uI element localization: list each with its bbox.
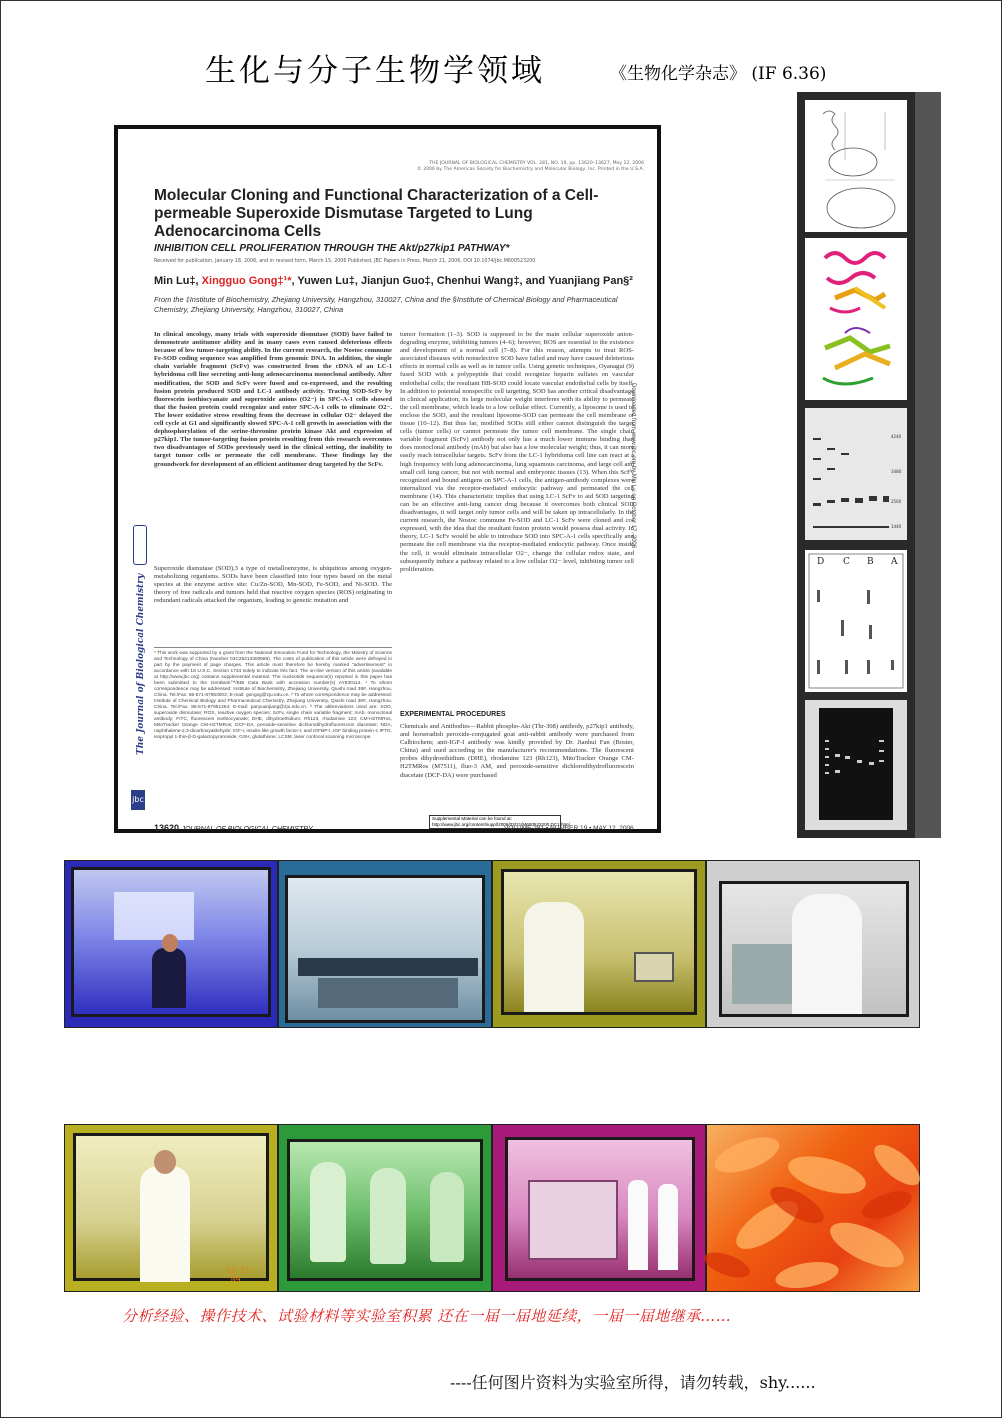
paper-intro: Superoxide dismutase (SOD),3 a type of metalloenzyme, is ubiquitous among oxygen-metabolizing organisms. SODs have been classified into four types based on the metal species at the enzyme active site: Cu/Zn-SOD, Mn-SOD, Fe-SOD, and Ni-SOD. The theory of free radicals and tumors held that reactive oxygen species (ROS) originating in redundant radicals attacked the organism, leading to genetic mutation and [154,565,392,605]
fermenter-tank-2 [370,1168,406,1264]
fermenter-tank-1 [310,1162,346,1262]
author-list-a: Min Lu‡, [154,275,202,287]
jbc-side-title: The Journal of Biological Chemistry [136,573,146,755]
blot-row-b: B [867,557,874,567]
blot-row-a: A [891,557,898,567]
lab-room-photo [278,860,492,1028]
lab-motto: 分析经验、操作技术、试验材料等实验室积累 还在一届一届地延续，一届一届地继承…… [122,1307,732,1325]
paper-meta-line2: © 2006 by The American Society for Biochemistry and Molecular Biology, Inc. Printed in the U.S.A. [417,167,644,172]
methods-heading: EXPERIMENTAL PROCEDURES [400,711,506,718]
gel-label-3: 1440 [891,524,902,529]
capsules-icon [707,1125,921,1293]
paper-right-column: tumor formation (1–3). SOD is supposed to be the main cellular superoxide anion-degrading enzyme, inhibiting tumors (4–6); however, ROS are essential to the existence and development of a normal cell (7–8). For this reason, attempts to treat ROS-associated diseases with nonselective SOD have failed and may have caused deleterious effects in normal cells as well as in tumor cells. Using genetic techniques, Oyanagui (9) fused SOD with a polypeptide that could recognize heparin sulfates on vascular endothelial cells; the resultant HB-SOD could locate vascular endothelial cells by itself. In addition to potential nonspecific cell targeting, SOD has another critical disadvantage in clinical application; its large molecular weight interferes with its ability to permeate the cell membrane, which leads to a low cellular effect. Currently, a liposome is used to enclose the SOD, and the resultant liposome-SOD can permeate the cell membrane or tissue (10–12). But thus far, modified SODs still either cannot distinguish the target cells (tumor cells) or cannot permeate the tumor cell membrane. The single chain variable fragment (ScFv) antibody not only has a much lower immune binding than does monoclonal antibody (mAb) but also has a low molecular weight; thus, it can more easily reach intracellular targets. ScFv from the LC-1 hybridoma cell line can react at a high frequency with lung adenocarcinoma, lung squamous carcinoma, and large cell and small cell lung cancer, but not with normal and embryonic tissues (13). When this ScFv recognized and bound antigens on SPC-A-1 cells, the antigen-antibody complexes were internalized via the receptor-mediated endocytic pathway and permeated the cell membrane (14). This characteristic implies that using LC-1 ScFv to aid SOD targeting can be an effective anti-lung cancer drug because it overcomes both clinical SOD disadvantages, it will target only tumor cells and will be taken up intracellularly. In the current research, the Nostoc commune Fe-SOD and LC-1 ScFv were cloned and co-expressed, with the idea that the resultant fusion protein would possess dual activity. In theory, LC-1 ScFv would be able to introduce SOD into SPC-A-1 cells specifically and permeate the cell membrane via the receptor-mediated endocytic pathway. Once inside the cell, it would eliminate intracellular O2−, change the cellular redox state, and subsequently induce a pathway related to a low cellular O2− level, inhibiting tumor cell proliferation. [400,331,634,573]
researcher-head [154,1150,176,1174]
pilot-plant-photo [492,1124,706,1292]
lecture-photo [64,860,278,1028]
plasmid-map-icon [805,100,907,232]
gel-label-2: 2560 [891,499,902,504]
speaker-figure [152,948,186,1008]
scientist-bench-photo [492,860,706,1028]
footer-journal: JOURNAL OF BIOLOGICAL CHEMISTRY [181,826,313,833]
speaker-head [162,934,178,952]
researcher-portrait-photo [64,1124,278,1292]
instrument-box [634,952,674,982]
plasmid-map-thumb [805,100,907,232]
cleanroom-photo [706,860,920,1028]
page-title: 生化与分子生物学领域 [205,53,545,89]
fermenter-tank-3 [430,1172,464,1262]
download-note-text: Downloaded from www.jbc.org by Min Lu on October 17, 2006 [630,383,636,549]
photo-date-stamp: 12 11 '09 [226,1266,251,1284]
journal-label: 《生物化学杂志》 (IF 6.36) [610,64,827,84]
dna-gel-icon [805,700,907,830]
strip-shadow [915,92,941,838]
fermenter-photo [278,1124,492,1292]
western-blot-icon [805,550,907,692]
copyright-signature: ----任何图片资料为实验室所得，请勿转载，shy...... [450,1373,816,1392]
dna-gel-thumb [805,700,907,830]
bench-cabinet [318,978,458,1008]
highlighted-author: Xingguo Gong‡¹* [201,275,292,287]
researcher-figure [140,1166,190,1282]
paper-abstract: In clinical oncology, many trials with superoxide dismutase (SOD) have failed to demonstrate antitumor ability and in many cases even caused deleterious effects because of low tumor-targeting ability. In the current research, the Nostoc commune Fe-SOD coding sequence was amplified from genomic DNA. In addition, the single chain variable fragment (ScFv) was constructed from the cDNA of an LC-1 hybridoma cell line secreting anti-lung adenocarcinoma monoclonal antibody. After modification, the SOD and ScFv were fused and co-expressed, and the resulting fusion protein produced SOD and LC-1 antibody activity. Tracing SOD-ScFv by fluorescein isothiocyanate and superoxide anions (O2−) in SPC-A-1 cells showed that the fusion protein could recognize and enter SPC-A-1 cells to eliminate O2−. The lower oxidative stress resulting from the decrease in cellular O2− delayed the cell cycle at G1 and significantly slowed SPC-A-1 cell growth in association with the dephosphorylation of the serine-threonine protein kinase Akt and expression of p27kip1. The tumor-targeting fusion protein resulting from this research overcomes two disadvantages of SODs previously used in the clinical setting, the inability to target tumor cells or permeate the cell membrane. These findings lay the groundwork for development of an efficient antitumor drug targeted by the ScFv. [154,331,392,468]
download-note [628,385,638,645]
protein-structure-thumb [805,238,907,400]
page-footer-right: VOLUME 281 • NUMBER 19 • MAY 12, 2006 [504,825,634,832]
paper-meta [344,161,644,173]
cleanroom-worker [792,894,862,1014]
page-footer-left [154,823,313,833]
methods-text: Chemicals and Antibodies—Rabbit phospho-Akt (Thr-308) antibody, p27kip1 antibody, and horseradish peroxide-conjugated goat anti-rabbit antibody were purchased from Calbiochem; anti-IGF-I antibody was kindly provided by Dr. Jianhui Fan (Boster, China) and used according to the manufacturer's recommendations. The fluorescent probes dihydroethidium (DHE), rhodamine 123 (Rh123), MitoTracker Orange CM-H2TMRos (M7511), fluo-3 AM, and peroxide-sensitive dichlorodihydrofluorescein diacetate (DCF-DA) were purchased [400,723,634,779]
paper-footnotes: * This work was supported by a grant from the National Innovation Fund for Technology, the Ministry of Science and Technology of China (Number 03C26213300586). The costs of publication of this article were defrayed in part by the payment of page charges. This article must therefore be hereby marked "advertisement" in accordance with 18 U.S.C. Section 1734 solely to indicate this fact. The on-line version of this article (available at http://www.jbc.org) contains supplemental material. The nucleotide sequence(s) reported in this paper has been submitted to the GenBank™/EBI Data Bank with accession number(s) AY830114. ¹ To whom correspondence may be addressed: Institute of Biochemistry, Zhejiang University, Qiushi road 38#, Hangzhou, China. Tel./Fax: 86-571-87953002; E-mail: gongxg@zju.edu.cn. ² To whom correspondence may be addressed: Institute of Chemical Biology and Pharmaceutical Chemistry, Zhejiang University, Qiushi road 38#, Hangzhou, China. Tel./Fax: 86-571-87951264; E-mail: panyuanjiang@zju.edu.cn. ³ The abbreviations used are: SOD, superoxide dismutase; ROS, reactive oxygen species; ScFv, single chain variable fragment; mAb, monoclonal antibody; FITC, fluorescein isothiocyanate; DHE, dihydroethidium; Rh123, rhodamine 123; CM-H2TMRos, MitoTracker Orange CM-H2TMRos; DCF-DA, peroxide-sensitive dichlorodihydrofluorescein diacetate; NDA, naphthalene-2,3-dicarboxyaldehyde; IGF-I, insulin-like growth factor-I; and IGFBP-I, IGF binding protein-I; IPTG, isopropyl 1-thio-β-D-galactopyranoside; GSH, glutathione; LCSM, laser confocal scanning microscope. [154,647,392,741]
paper-authors [154,275,644,287]
paper-page [124,135,651,833]
page-header [205,45,905,95]
supplemental-box: Supplemental Material can be found at: http://www.jbc.org/content/suppl/2006/03/21/M600523200.DC1.html [429,815,561,829]
gel-label-0: 4240 [891,434,902,439]
operator-2 [658,1184,678,1270]
freeze-dryer [528,1180,618,1260]
paper-affiliation: From the ‡Institute of Biochemistry, Zhejiang University, Hangzhou, 310027, China and the §Institute of Chemical Biology and Pharmaceutical Chemistry, Zhejiang University, Hangzhou, 310027, China [154,295,618,314]
blot-row-c: C [843,557,850,567]
projector-screen [114,892,194,940]
operator-1 [628,1180,648,1270]
lab-bench [298,958,478,976]
blot-row-d: D [817,557,825,567]
paper-title: Molecular Cloning and Functional Characterization of a Cell-permeable Superoxide Dismutase Targeted to Lung Adenocarcinoma Cells [154,187,599,240]
asbmb-logo-icon: jbc [131,790,145,810]
capsules-photo [706,1124,920,1292]
western-blot-thumb [805,550,907,692]
gel-label-1: 3480 [891,469,902,474]
jbc-side-bar [127,320,146,804]
figure-strip [797,92,941,838]
hood-cabinet [732,944,792,1004]
author-list-b: , Yuwen Lu‡, Jianjun Guo‡, Chenhui Wang‡, and Yuanjiang Pan§² [291,275,633,287]
paper-subtitle: INHIBITION CELL PROLIFERATION THROUGH THE Akt/p27kip1 PATHWAY* [154,243,510,254]
gel-bands-icon [805,408,907,540]
paper-meta-line1: THE JOURNAL OF BIOLOGICAL CHEMISTRY VOL. 281, NO. 19, pp. 13620–13627, May 12, 2006 [429,161,644,166]
paper-frame [114,125,661,833]
protein-ribbon-icon [805,238,907,400]
lab-coat-figure [524,902,584,1012]
paper-received: Received for publication, January 18, 2006, and in revised form, March 15, 2006 Published, JBC Papers in Press, March 21, 2006, DOI 10.1074/jbc.M600523200 [154,259,536,264]
page-number: 13620 [154,823,180,833]
gel-image-thumb [805,408,907,540]
